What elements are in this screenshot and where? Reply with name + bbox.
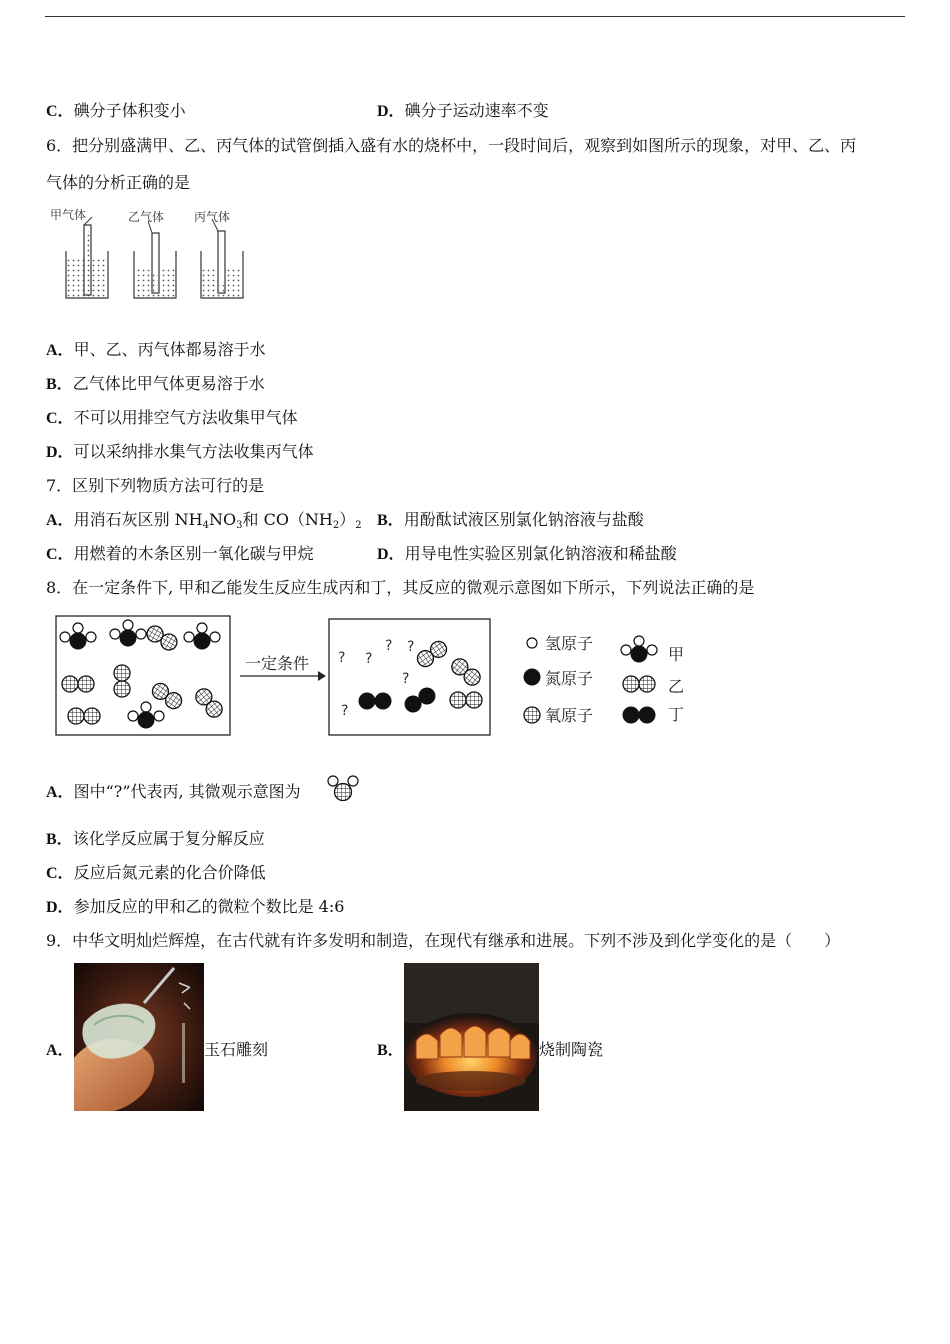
legend-jia-molecule xyxy=(621,636,657,663)
q8-option-a: A．图中“?”代表丙, 其微观示意图为 xyxy=(46,782,301,801)
q6-option-d: D．可以采纳排水集气方法收集丙气体 xyxy=(46,442,314,461)
unknown-mark: ? xyxy=(341,703,349,719)
q8-option-d: D．参加反应的甲和乙的微粒个数比是 4:6 xyxy=(46,897,345,916)
q8-option-b: B．该化学反应属于复分解反应 xyxy=(46,829,265,848)
q9-option-a-text: 玉石雕刻 xyxy=(204,1040,269,1059)
q6-stem-line1: 6．把分别盛满甲、乙、丙气体的试管倒插入盛有水的烧杯中，一段时间后，观察到如图所示的现象，对甲、乙、丙 xyxy=(46,136,857,155)
beaker-jia xyxy=(66,217,108,298)
q7-option-a: A．用消石灰区别 $NH_4NO_3$和 $CO(NH_2)_2$ xyxy=(46,510,362,531)
molecule-o2 xyxy=(450,692,482,708)
molecule-nh3 xyxy=(184,623,220,650)
q6-stem-line2: 气体的分析正确的是 xyxy=(46,173,191,192)
q8-option-c: C．反应后氮元素的化合价降低 xyxy=(46,863,266,882)
molecule-o2 xyxy=(449,656,484,689)
unknown-mark: ? xyxy=(402,671,410,687)
fig-label-yi: 乙气体 xyxy=(128,210,165,224)
molecule-o2 xyxy=(414,638,449,669)
q7-stem: 7．区别下列物质方法可行的是 xyxy=(46,476,265,495)
molecule-o2 xyxy=(193,686,226,721)
q9-stem: 9．中华文明灿烂辉煌，在古代就有许多发明和制造，在现代有继承和进展。下列不涉及到化学变化的是（ ） xyxy=(46,931,841,950)
molecule-o2 xyxy=(149,680,184,711)
beaker-bing xyxy=(201,219,243,298)
q7-option-c: C．用燃着的木条区别一氧化碳与甲烷 xyxy=(46,544,314,563)
legend-ding-molecule xyxy=(623,707,656,724)
legend-nitrogen: 氮原子 xyxy=(545,669,594,688)
q5-option-c: C．碘分子体积变小 xyxy=(46,101,186,120)
arrow-condition-label: 一定条件 xyxy=(245,654,310,673)
molecule-o2 xyxy=(68,708,100,724)
molecule-n2 xyxy=(401,684,438,715)
beaker-yi xyxy=(134,221,176,298)
q9-option-b-label: B． xyxy=(377,1042,404,1059)
q9-option-b-text: 烧制陶瓷 xyxy=(539,1040,604,1059)
legend-hydrogen: 氢原子 xyxy=(545,634,594,653)
molecule-o2 xyxy=(144,623,180,653)
h2o-molecule-icon xyxy=(325,772,361,804)
molecule-nh3 xyxy=(110,620,146,647)
molecule-o2 xyxy=(114,665,130,697)
unknown-mark: ? xyxy=(338,650,346,666)
fig-label-jia: 甲气体 xyxy=(50,208,87,222)
legend-yi: 乙 xyxy=(668,677,685,696)
legend-yi-molecule xyxy=(623,676,655,692)
jade-carving-photo xyxy=(74,963,204,1111)
unknown-mark: ? xyxy=(365,651,373,667)
q6-beaker-figure xyxy=(46,203,246,303)
q8-reaction-diagram xyxy=(50,608,700,743)
molecule-o2 xyxy=(62,676,94,692)
legend-ding: 丁 xyxy=(668,705,685,724)
q5-option-d: D．碘分子运动速率不变 xyxy=(377,101,549,120)
q7-option-b: B．用酚酞试液区别氯化钠溶液与盐酸 xyxy=(377,510,644,529)
molecule-nh3 xyxy=(128,702,164,729)
top-rule xyxy=(45,16,905,17)
molecule-nh3 xyxy=(60,623,96,650)
fig-label-bing: 丙气体 xyxy=(194,210,231,224)
q8-stem: 8．在一定条件下, 甲和乙能发生反应生成丙和丁，其反应的微观示意图如下所示，下列说法正确的是 xyxy=(46,578,755,597)
unknown-mark: ? xyxy=(407,639,415,655)
q6-option-c: C．不可以用排空气方法收集甲气体 xyxy=(46,408,298,427)
q7-option-d: D．用导电性实验区别氯化钠溶液和稀盐酸 xyxy=(377,544,677,563)
legend-oxygen: 氧原子 xyxy=(545,706,594,725)
q9-option-a-label: A． xyxy=(46,1042,74,1059)
molecule-n2 xyxy=(359,693,392,710)
legend-jia: 甲 xyxy=(668,645,685,664)
q6-option-a: A．甲、乙、丙气体都易溶于水 xyxy=(46,340,266,359)
ceramic-firing-photo xyxy=(404,963,539,1111)
unknown-mark: ? xyxy=(385,638,393,654)
q6-option-b: B．乙气体比甲气体更易溶于水 xyxy=(46,374,265,393)
